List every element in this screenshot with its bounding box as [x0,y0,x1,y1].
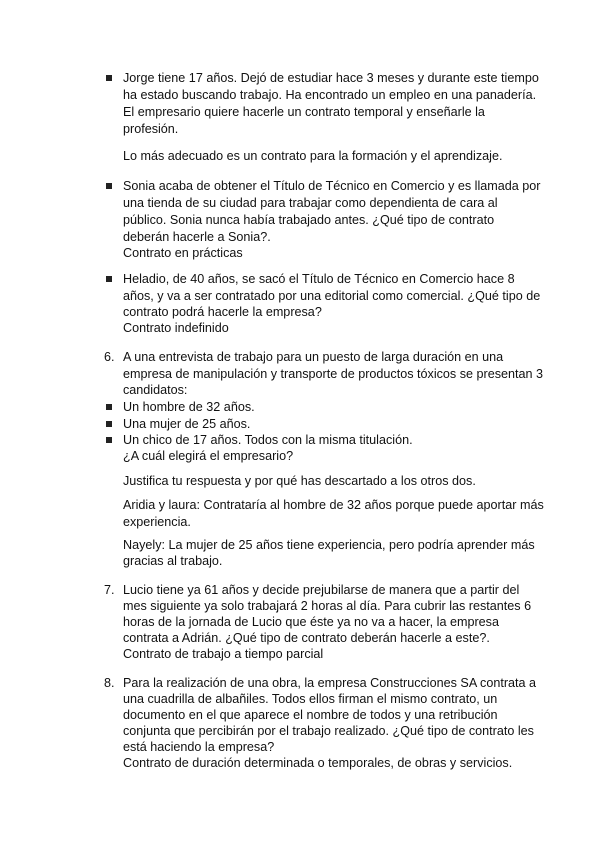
question-7-number: 7. [104,583,115,597]
item-sonia-answer: Contrato en prácticas [123,246,243,260]
item-sonia-line-3: público. Sonia nunca había trabajado antes. ¿Qué tipo de contrato [123,213,495,227]
bullet-icon [106,276,112,282]
item-jorge-line-1: Jorge tiene 17 años. Dejó de estudiar hace 3 meses y durante este tiempo [123,71,539,85]
item-heladio-answer: Contrato indefinido [123,321,229,335]
item-heladio-line-3: contrato podrá hacerle la empresa? [123,305,322,319]
question-7-line-4: contrata a Adrián. ¿Qué tipo de contrato deberán hacerle a este?. [123,631,490,645]
question-6-number: 6. [104,350,115,364]
question-8-line-1: Para la realización de una obra, la empresa Construcciones SA contrata a [123,676,537,690]
question-8-line-2: una cuadrilla de albañiles. Todos ellos firman el mismo contrato, un [123,692,498,706]
question-8-answer: Contrato de duración determinada o temporales, de obras y servicios. [123,756,513,770]
bullet-icon [106,183,112,189]
question-7-answer: Contrato de trabajo a tiempo parcial [123,647,324,661]
question-8-line-4: conjunta que percibirán por el trabajo realizado. ¿Qué tipo de contrato les [123,724,534,738]
question-7-line-3: horas de la jornada de Lucio que éste ya no va a hacer, la empresa [123,615,499,629]
bullet-icon [106,404,112,410]
question-8-line-5: está haciendo la empresa? [123,740,275,754]
question-7-line-1: Lucio tiene ya 61 años y decide prejubilarse de manera que a partir del [123,583,520,597]
item-heladio-line-2: años, y va a ser contratado por una editorial como comercial. ¿Qué tipo de [123,289,541,303]
question-6-line-1: A una entrevista de trabajo para un puesto de larga duración en una [123,350,504,364]
answer-nayely-line-1: Nayely: La mujer de 25 años tiene experiencia, pero podría aprender más [123,538,535,552]
question-8-number: 8. [104,676,115,690]
item-heladio-line-1: Heladio, de 40 años, se sacó el Título de Técnico en Comercio hace 8 [123,272,515,286]
item-sonia-line-4: deberán hacerle a Sonia?. [123,230,271,244]
question-6-justify: Justifica tu respuesta y por qué has descartado a los otros dos. [123,474,476,488]
item-jorge-line-3: El empresario quiere hacerle un contrato temporal y enseñarle la [123,105,485,119]
question-6-line-2: empresa de manipulación y transporte de productos tóxicos se presentan 3 [123,367,544,381]
item-sonia-line-1: Sonia acaba de obtener el Título de Técnico en Comercio y es llamada por [123,179,541,193]
bullet-icon [106,75,112,81]
candidate-3: Un chico de 17 años. Todos con la misma titulación. [123,433,413,447]
bullet-icon [106,437,112,443]
answer-nayely-line-2: gracias al trabajo. [123,554,223,568]
question-6-question: ¿A cuál elegirá el empresario? [123,449,294,463]
answer-aridia-line-2: experiencia. [123,515,191,529]
item-jorge-line-2: ha estado buscando trabajo. Ha encontrado un empleo en una panadería. [123,88,537,102]
candidate-1: Un hombre de 32 años. [123,400,255,414]
question-7-line-2: mes siguiente ya solo trabajará 2 horas al día. Para cubrir las restantes 6 [123,599,532,613]
bullet-icon [106,421,112,427]
candidate-2: Una mujer de 25 años. [123,417,251,431]
item-jorge-line-4: profesión. [123,122,179,136]
answer-aridia-line-1: Aridia y laura: Contrataría al hombre de 32 años porque puede aportar más [123,498,544,512]
item-sonia-line-2: una tienda de su ciudad para trabajar como dependienta de cara al [123,196,498,210]
question-8-line-3: documento en el que aparece el nombre de todos y una retribución [123,708,498,722]
question-6-line-3: candidatos: [123,383,188,397]
item-jorge-answer: Lo más adecuado es un contrato para la formación y el aprendizaje. [123,149,503,163]
